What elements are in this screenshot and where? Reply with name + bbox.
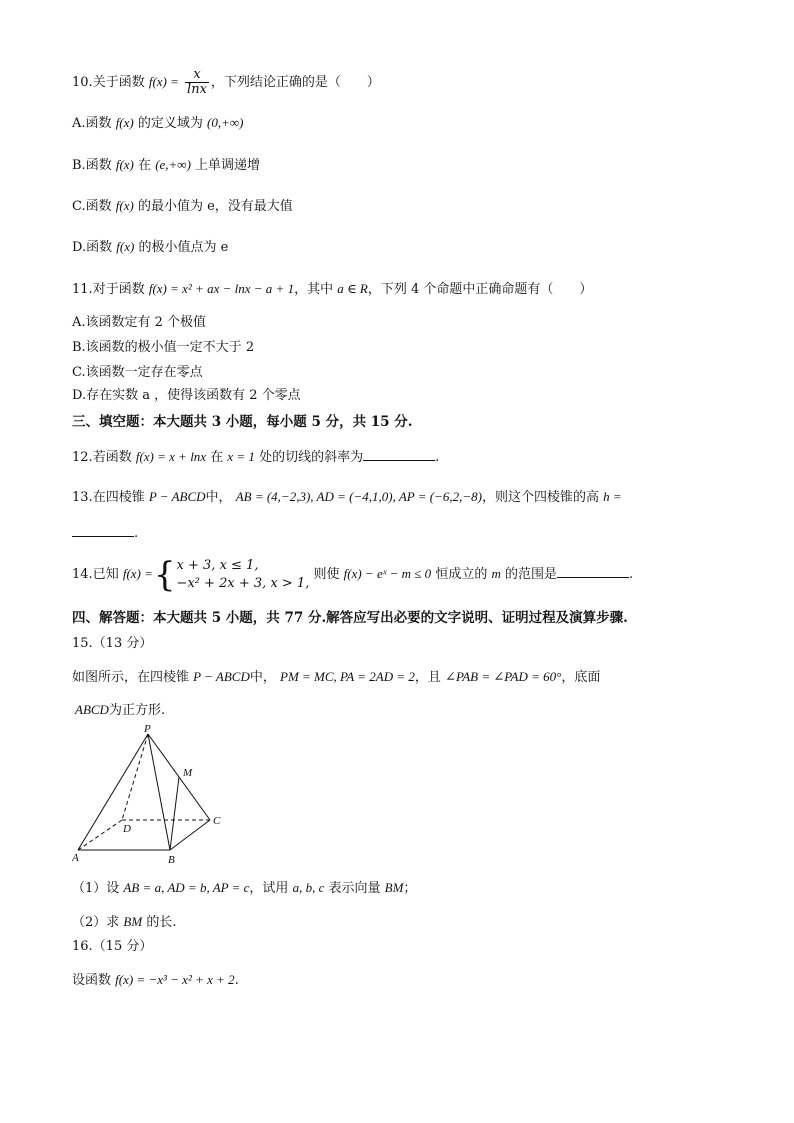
q11-condition: a ∈ R	[337, 281, 368, 296]
q14-stem	[72, 554, 633, 595]
q10-option-a-post: 的定义域为	[137, 116, 203, 131]
q14-end: .	[629, 567, 634, 582]
q11-text-post: ，下列 4 个命题中正确命题有（ ）	[367, 282, 593, 297]
q13-stem	[72, 487, 622, 508]
label-m: M	[183, 767, 193, 779]
q15-part1-target: BM	[384, 880, 404, 895]
label-b: B	[168, 854, 175, 866]
q13-mid: 中，	[205, 490, 232, 505]
section4-heading: 四、解答题：本大题共 5 小题，共 77 分.解答应写出必要的文字说明、证明过程及演算步骤.	[72, 610, 628, 626]
q11-formula: f(x) = x² + ax − lnx − a + 1	[148, 281, 295, 296]
q10-stem	[72, 68, 380, 97]
q15-line2-math: ABCD	[75, 702, 109, 717]
q11-number: 11.	[72, 282, 93, 297]
q10-fraction	[185, 68, 209, 97]
q10-option-c-func: f(x)	[115, 198, 134, 213]
q10-text-post: ，下列结论正确的是（ ）	[210, 75, 380, 90]
q16-formula: f(x) = −x³ − x² + x + 2	[115, 972, 235, 987]
q10-option-b-tail: 上单调递增	[195, 158, 261, 173]
q13-number: 13.	[72, 490, 93, 505]
q13-solid: P − ABCD	[148, 489, 206, 504]
q13-post: ，则这个四棱锥的高	[481, 490, 599, 505]
q12-stem	[72, 446, 439, 468]
q15-line1-mid2: ，且	[414, 670, 441, 685]
q13-answer-line	[72, 522, 138, 544]
q11-stem	[72, 279, 592, 300]
q15-condition: PM = MC, PA = 2AD = 2	[280, 669, 415, 684]
pyramid-figure	[72, 722, 232, 867]
q15-part2-pre: （2）求	[72, 915, 120, 930]
q14-post2: 的范围是	[505, 567, 558, 582]
q10-option-b-post: 在	[138, 158, 152, 173]
q12-point: x = 1	[227, 449, 255, 464]
q14-case-2: −x² + 2x + 3, x > 1,	[176, 575, 310, 591]
q10-option-d-pre: 函数	[86, 240, 113, 255]
q10-option-a	[72, 113, 243, 134]
q15-solid: P − ABCD	[193, 669, 250, 684]
q10-option-b	[72, 155, 260, 176]
q15-line1	[72, 667, 600, 688]
q15-part2-post: 的长.	[146, 915, 177, 930]
q14-pre: 已知	[92, 567, 119, 582]
q10-option-c-label: C.	[72, 199, 86, 214]
q10-option-b-math: (e,+∞)	[155, 157, 191, 172]
q15-line2-post: 为正方形.	[108, 703, 166, 718]
q15-header: 15.（13 分）	[72, 636, 153, 651]
q15-part1	[72, 878, 416, 899]
q13-h: h =	[603, 489, 622, 504]
q12-formula: f(x) = x + lnx	[135, 449, 207, 464]
q14-var: m	[491, 566, 501, 581]
label-a: A	[72, 852, 79, 864]
q15-line2	[75, 700, 165, 721]
q16-pre: 设函数	[72, 973, 112, 988]
q10-option-d-label: D.	[72, 240, 87, 255]
q14-mid: 则使	[313, 567, 340, 582]
q15-part1-vars: a, b, c	[292, 880, 325, 895]
q11-option-d: D.存在实数 a ，使得该函数有 2 个零点	[72, 388, 301, 403]
q16-header: 16.（15 分）	[72, 939, 153, 954]
q11-option-a: A.该函数定有 2 个极值	[72, 315, 207, 330]
q12-mid: 在	[210, 450, 224, 465]
q10-option-d	[72, 237, 228, 258]
q14-func-lhs: f(x) =	[122, 566, 153, 581]
q15-part1-vectors: AB = a, AD = b, AP = c	[123, 880, 250, 895]
q10-text-pre: 关于函数	[92, 75, 145, 90]
q10-option-c-pre: 函数	[85, 199, 112, 214]
q10-option-a-math: (0,+∞)	[207, 115, 244, 130]
q10-option-d-post: 的极小值点为 e	[138, 240, 229, 255]
q13-answer-blank	[72, 522, 134, 537]
q14-answer-blank	[557, 563, 629, 578]
q10-number: 10.	[72, 75, 93, 90]
edge-ad	[78, 820, 122, 850]
q12-pre: 若函数	[92, 450, 132, 465]
q15-line1-mid: 中，	[249, 670, 276, 685]
q10-option-b-pre: 函数	[85, 158, 112, 173]
q11-option-c: C.该函数一定存在零点	[72, 365, 203, 380]
q14-brace: {	[153, 554, 176, 595]
q10-option-c	[72, 196, 293, 217]
q11-text-pre: 对于函数	[92, 282, 145, 297]
q16-end: .	[234, 973, 239, 988]
q12-number: 12.	[72, 450, 93, 465]
q13-vectors: AB = (4,−2,3), AD = (−4,1,0), AP = (−6,2,−8)	[235, 489, 482, 504]
q10-option-a-label: A.	[72, 116, 86, 131]
segment-bm	[170, 777, 179, 850]
section3-heading: 三、填空题：本大题共 3 小题，每小题 5 分，共 15 分.	[72, 414, 413, 430]
q14-cases	[177, 557, 310, 593]
q13-end: .	[134, 526, 139, 541]
q15-part2-math: BM	[123, 914, 143, 929]
q15-part1-pre: （1）设	[72, 881, 120, 896]
q15-angles: ∠PAB = ∠PAD = 60°	[445, 669, 562, 684]
q11-text-mid: ，其中	[294, 282, 334, 297]
q15-line1-post: ，底面	[561, 670, 601, 685]
q10-option-c-post: 的最小值为 e，没有最大值	[137, 199, 293, 214]
edge-pa	[78, 734, 148, 850]
q12-post: 处的切线的斜率为	[259, 450, 364, 465]
q14-number: 14.	[72, 567, 93, 582]
edge-bc	[170, 820, 210, 850]
q10-func-lhs: f(x) =	[148, 74, 179, 89]
q10-option-b-func: f(x)	[115, 157, 134, 172]
q10-denominator: lnx	[187, 82, 207, 97]
q14-inequality: f(x) − eˣ − m ≤ 0	[343, 566, 432, 581]
q15-part1-post: 表示向量	[328, 881, 381, 896]
q15-line1-pre: 如图所示，在四棱锥	[72, 670, 190, 685]
q10-option-b-label: B.	[72, 158, 86, 173]
q15-part2	[72, 912, 176, 933]
q16-stem	[72, 970, 239, 991]
q10-numerator: x	[185, 68, 209, 83]
edge-pd	[122, 734, 148, 820]
q12-end: .	[435, 450, 440, 465]
q11-option-b: B.该函数的极小值一定不大于 2	[72, 340, 255, 355]
q15-part1-mid: ，试用	[249, 881, 289, 896]
label-c: C	[213, 815, 221, 827]
q12-answer-blank	[363, 446, 435, 461]
q14-case-1: x + 3, x ≤ 1,	[176, 557, 259, 573]
q10-option-a-func: f(x)	[115, 115, 134, 130]
q13-pre: 在四棱锥	[92, 490, 145, 505]
q14-post: 恒成立的	[435, 567, 488, 582]
label-d: D	[123, 823, 131, 835]
q15-part1-end: ；	[403, 881, 417, 896]
q10-option-d-func: f(x)	[116, 239, 135, 254]
edge-pb	[148, 734, 170, 850]
q10-option-a-pre: 函数	[85, 116, 112, 131]
label-p: P	[144, 723, 151, 735]
